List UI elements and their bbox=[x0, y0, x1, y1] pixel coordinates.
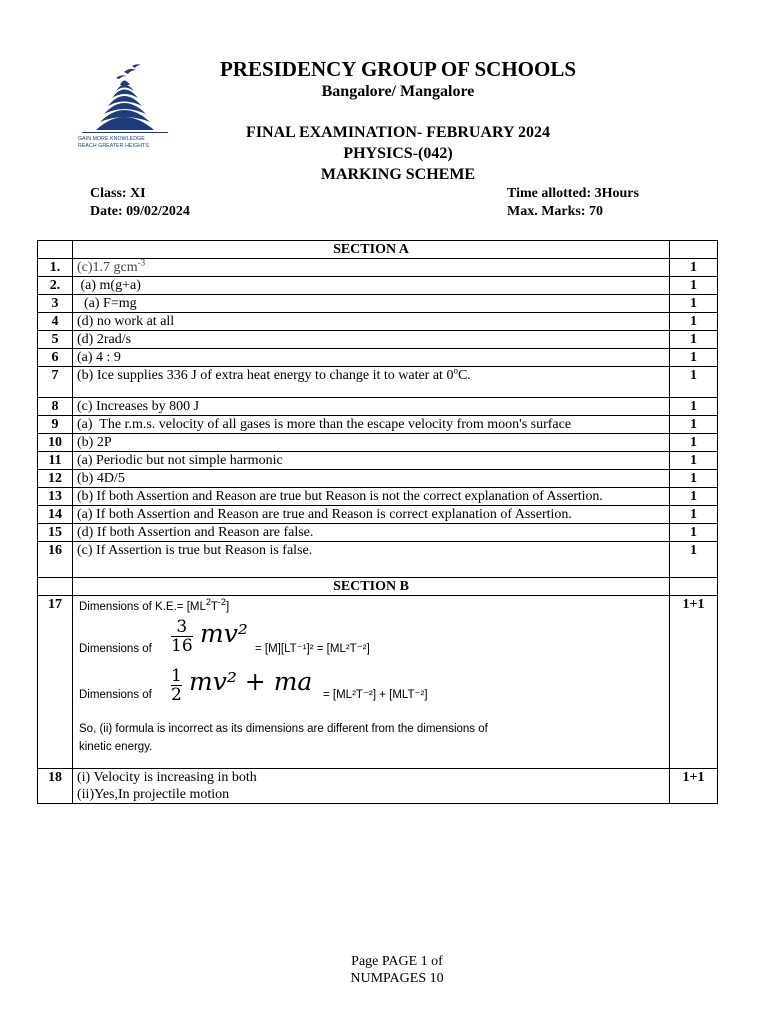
answer-line-1: (i) Velocity is increasing in both bbox=[77, 770, 257, 785]
exam-title: FINAL EXAMINATION- FEBRUARY 2024 bbox=[246, 124, 550, 141]
question-number: 12 bbox=[38, 470, 73, 488]
marks: 1 bbox=[670, 367, 718, 398]
marks: 1 bbox=[670, 470, 718, 488]
answer-text: (d) no work at all bbox=[73, 313, 670, 331]
question-number: 18 bbox=[38, 769, 73, 804]
table-row bbox=[38, 295, 718, 313]
section-b-header bbox=[38, 578, 718, 596]
marks: 1 bbox=[670, 398, 718, 416]
equation-2: = [ML²T⁻²] + [MLT⁻²] bbox=[323, 689, 428, 701]
table-row bbox=[38, 488, 718, 506]
school-location: Bangalore/ Mangalore bbox=[321, 83, 475, 100]
question-number: 5 bbox=[38, 331, 73, 349]
answer-text: (b) If both Assertion and Reason are true but Reason is not the correct explanation of Assertion. bbox=[73, 488, 670, 506]
page-footer bbox=[300, 953, 494, 987]
answer-text: (c) If Assertion is true but Reason is false. bbox=[73, 542, 670, 578]
logo-tagline-2: REACH GREATER HEIGHTS bbox=[78, 143, 149, 149]
section-a-title: SECTION A bbox=[73, 241, 670, 259]
question-number: 4 bbox=[38, 313, 73, 331]
document-type: MARKING SCHEME bbox=[320, 166, 476, 183]
table-row bbox=[38, 596, 718, 769]
footer-line-1: Page PAGE 1 of bbox=[351, 954, 443, 969]
table-row bbox=[38, 470, 718, 488]
table-row bbox=[38, 313, 718, 331]
answer-dimensions bbox=[73, 596, 670, 769]
answer-text: (a) If both Assertion and Reason are true and Reason is correct explanation of Assertion. bbox=[73, 506, 670, 524]
expression-mv2: mv² bbox=[200, 619, 248, 648]
table-row bbox=[38, 367, 718, 398]
answer-text: (c)1.7 gcm$^{-3}$ bbox=[73, 259, 670, 277]
question-number: 7 bbox=[38, 367, 73, 398]
conclusion-line-1: So, (ii) formula is incorrect as its dimensions are different from the dimensions of bbox=[79, 723, 488, 735]
table-row bbox=[38, 506, 718, 524]
time-allotted: Time allotted: 3Hours bbox=[507, 186, 639, 201]
question-number: 14 bbox=[38, 506, 73, 524]
marks: 1 bbox=[670, 259, 718, 277]
marks: 1+1 bbox=[670, 769, 718, 804]
answer-text: (a) m(g+a) bbox=[73, 277, 670, 295]
table-row bbox=[38, 398, 718, 416]
equation-1: = [M][LT⁻¹]² = [ML²T⁻²] bbox=[255, 643, 370, 655]
logo-tagline-1: GAIN MORE KNOWLEDGE bbox=[78, 136, 145, 142]
table-row bbox=[38, 259, 718, 277]
table-row bbox=[38, 349, 718, 367]
question-number: 17 bbox=[38, 596, 73, 769]
answer-text: (a) 4 : 9 bbox=[73, 349, 670, 367]
question-number: 15 bbox=[38, 524, 73, 542]
answer-text: (b) 4D/5 bbox=[73, 470, 670, 488]
dimensions-label-2: Dimensions of bbox=[79, 689, 152, 701]
fraction-3-16: 3 16 bbox=[171, 617, 193, 656]
table-row bbox=[38, 331, 718, 349]
question-number: 16 bbox=[38, 542, 73, 578]
marks: 1 bbox=[670, 524, 718, 542]
table-row bbox=[38, 524, 718, 542]
answer-text: (d) 2rad/s bbox=[73, 331, 670, 349]
answer-text: (b) Ice supplies 336 J of extra heat energy to change it to water at 0$^o$C. bbox=[73, 367, 670, 398]
footer-line-2: NUMPAGES 10 bbox=[350, 971, 444, 986]
question-number: 6 bbox=[38, 349, 73, 367]
max-marks: Max. Marks: 70 bbox=[507, 204, 604, 219]
answer-text: (a) F=mg bbox=[73, 295, 670, 313]
answer-text: (a) Periodic but not simple harmonic bbox=[73, 452, 670, 470]
date-label: Date: 09/02/2024 bbox=[90, 204, 190, 219]
question-number: 1. bbox=[38, 259, 73, 277]
expression-mv2-plus-ma: mv² + ma bbox=[189, 667, 313, 696]
marks: 1 bbox=[670, 434, 718, 452]
marks: 1 bbox=[670, 331, 718, 349]
section-a-header bbox=[38, 241, 718, 259]
marks: 1 bbox=[670, 313, 718, 331]
answer-line-2: (ii)Yes,In projectile motion bbox=[77, 787, 230, 802]
table-row bbox=[38, 452, 718, 470]
fraction-1-2: 1 2 bbox=[171, 666, 182, 705]
marks: 1 bbox=[670, 506, 718, 524]
table-row bbox=[38, 769, 718, 804]
marks: 1 bbox=[670, 295, 718, 313]
table-row bbox=[38, 416, 718, 434]
question-number: 3 bbox=[38, 295, 73, 313]
answer-text: (d) If both Assertion and Reason are false. bbox=[73, 524, 670, 542]
marks: 1 bbox=[670, 349, 718, 367]
conclusion-line-2: kinetic energy. bbox=[79, 741, 153, 753]
table-row bbox=[38, 434, 718, 452]
subject-title: PHYSICS-(042) bbox=[343, 145, 453, 162]
ke-dimension-line: Dimensions of $K.E.= [ML^2T^{-2}]$ bbox=[79, 597, 230, 613]
question-number: 13 bbox=[38, 488, 73, 506]
answer-text bbox=[73, 769, 670, 804]
section-b-title: SECTION B bbox=[73, 578, 670, 596]
class-label: Class: XI bbox=[90, 186, 146, 201]
table-row bbox=[38, 277, 718, 295]
answer-text: (c) Increases by 800 J bbox=[73, 398, 670, 416]
table-row bbox=[38, 542, 718, 578]
marks: 1 bbox=[670, 452, 718, 470]
question-number: 10 bbox=[38, 434, 73, 452]
question-number: 9 bbox=[38, 416, 73, 434]
marks: 1 bbox=[670, 416, 718, 434]
marks: 1 bbox=[670, 488, 718, 506]
marks: 1 bbox=[670, 277, 718, 295]
answer-text: (b) 2P bbox=[73, 434, 670, 452]
school-name: PRESIDENCY GROUP OF SCHOOLS bbox=[219, 57, 577, 81]
marks: 1 bbox=[670, 542, 718, 578]
question-number: 2. bbox=[38, 277, 73, 295]
answer-text: (a) The r.m.s. velocity of all gases is more than the escape velocity from moon's surface bbox=[73, 416, 670, 434]
marking-scheme-table bbox=[37, 240, 718, 804]
marks: 1+1 bbox=[670, 596, 718, 769]
dimensions-label-1: Dimensions of bbox=[79, 643, 152, 655]
question-number: 8 bbox=[38, 398, 73, 416]
question-number: 11 bbox=[38, 452, 73, 470]
